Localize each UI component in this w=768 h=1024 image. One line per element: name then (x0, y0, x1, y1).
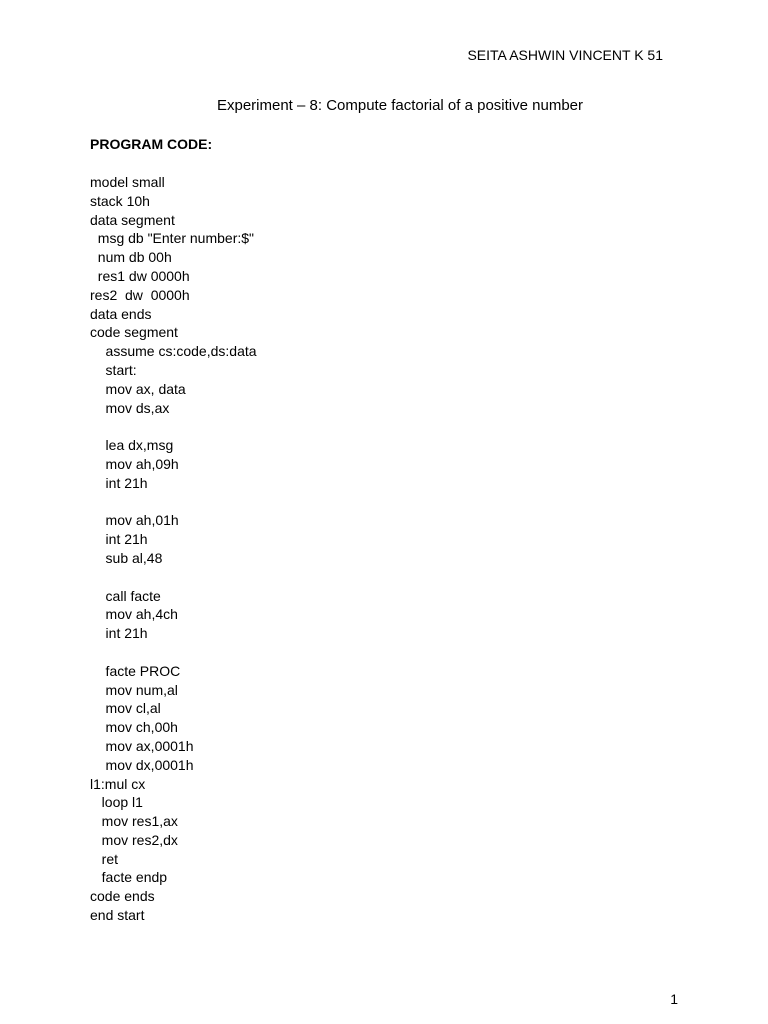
code-line: msg db "Enter number:$" (90, 230, 255, 247)
code-line: ret (90, 850, 119, 867)
code-line: int 21h (90, 531, 148, 548)
code-line: code segment (90, 324, 178, 341)
code-line: mov ah,01h (90, 512, 179, 529)
code-line: num db 00h (90, 249, 172, 266)
code-line: start: (90, 361, 137, 378)
code-line: stack 10h (90, 192, 150, 209)
code-line: call facte (90, 587, 161, 604)
code-line: end start (90, 907, 145, 924)
section-heading: PROGRAM CODE: (90, 136, 213, 152)
code-line: mov ax,0001h (90, 737, 194, 754)
code-line: sub al,48 (90, 549, 163, 566)
code-line: mov res1,ax (90, 813, 178, 830)
code-line (90, 643, 257, 662)
code-line (90, 568, 257, 587)
code-line: res1 dw 0000h (90, 267, 190, 284)
code-line (90, 417, 257, 436)
code-line: int 21h (90, 625, 148, 642)
code-line: lea dx,msg (90, 437, 174, 454)
code-line: code ends (90, 888, 155, 905)
document-title: Experiment – 8: Compute factorial of a positive number (216, 97, 583, 114)
code-line: mov ds,ax (90, 399, 170, 416)
code-line: mov ah,4ch (90, 606, 178, 623)
code-line: mov ch,00h (90, 719, 178, 736)
code-line: data ends (90, 305, 152, 322)
header-author: SEITA ASHWIN VINCENT K 51 (467, 47, 663, 63)
code-line: mov dx,0001h (90, 756, 194, 773)
code-line: int 21h (90, 474, 148, 491)
code-line: l1:mul cx (90, 775, 146, 792)
code-line: data segment (90, 211, 175, 228)
code-line: mov res2,dx (90, 831, 178, 848)
code-line: mov ax, data (90, 380, 186, 397)
code-line: assume cs:code,ds:data (90, 343, 257, 360)
code-line: facte PROC (90, 662, 181, 679)
page-number: 1 (670, 991, 678, 1007)
code-line (90, 493, 257, 512)
code-line: facte endp (90, 869, 168, 886)
code-line: model small (90, 174, 165, 190)
code-line: res2 dw 0000h (90, 286, 190, 303)
code-line: mov ah,09h (90, 455, 179, 472)
program-code-block (90, 173, 257, 925)
code-line: mov cl,al (90, 700, 161, 717)
code-line: mov num,al (90, 681, 178, 698)
code-line: loop l1 (90, 794, 143, 811)
